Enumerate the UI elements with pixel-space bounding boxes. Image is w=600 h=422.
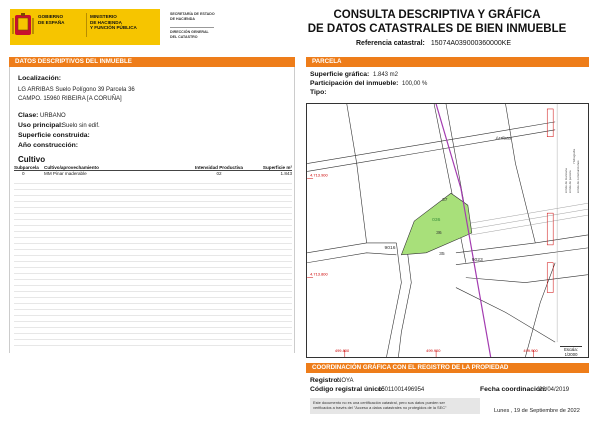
government-name: GOBIERNO DE ESPAÑA: [38, 14, 65, 25]
cell-cultivo: MM Pinar maderable: [44, 171, 87, 176]
railway-lines: [471, 203, 588, 235]
coordinate-ticks: [307, 178, 533, 357]
secretaria-name: SECRETARÍA DE ESTADO DE HACIENDA: [170, 12, 215, 21]
uso-label: Uso principal:: [18, 122, 64, 129]
codigo-registral-value: 15011001496954: [378, 387, 425, 393]
cell-superficie: 1.843: [280, 171, 292, 176]
document-date: Lunes , 19 de Septiembre de 2022: [494, 408, 580, 414]
map-place-label: Arribas: [495, 136, 512, 142]
cadastral-map[interactable]: [306, 103, 589, 358]
scale-value: 1/2000: [564, 352, 578, 358]
uso-value: Suelo sin edif.: [62, 123, 100, 129]
registro-value: NOYA: [337, 378, 354, 384]
superficie-construida-label: Superficie construida:: [18, 132, 90, 139]
table-row: [14, 171, 292, 177]
ministry-name: MINISTERIO DE HACIENDA Y FUNCIÓN PÚBLICA: [90, 14, 137, 31]
parcel-label-36: 36: [436, 230, 442, 236]
coat-of-arms-icon: [12, 12, 34, 40]
header-cultivo: Cultivo/aprovechamiento: [44, 165, 99, 170]
header-superficie: Superficie m²: [262, 165, 292, 170]
agency-divider: [170, 27, 214, 28]
section-coordinacion: COORDINACIÓN GRÁFICA CON EL REGISTRO DE LA PROPIEDAD: [306, 363, 589, 373]
clase-value: URBANO: [40, 113, 66, 119]
participacion-label: Participación del inmueble:: [310, 80, 399, 87]
coord-y-bottom: 4.713.800: [310, 271, 328, 277]
coord-y-top: 4.713.900: [310, 172, 328, 178]
document-header: [0, 0, 600, 56]
verification-note: Este documento no es una certificación catastral, pero sus datos pueden ser verificados a través del "Acceso a datos catastrales no protegidos de la SEC": [310, 398, 480, 414]
map-scale: [560, 346, 582, 358]
localizacion-label: Localización:: [18, 75, 62, 82]
cell-subparcela: 0: [22, 171, 25, 176]
legend-parcela: Límite de parcela: [568, 170, 573, 194]
section-descriptive-data: DATOS DESCRIPTIVOS DEL INMUEBLE: [9, 57, 295, 67]
localizacion-line1: LG ARRIBAS Suelo Polígono 39 Parcela 36: [18, 87, 135, 93]
header-intensidad: Intensidad Productiva: [195, 165, 243, 170]
clase-label: Clase:: [18, 112, 39, 119]
parcel-highlight[interactable]: [401, 193, 471, 255]
superficie-grafica-label: Superficie gráfica:: [310, 71, 370, 78]
cadastral-reference: Referencia catastral: 15074A039000360000KE: [356, 40, 512, 47]
parcel-label-35: 35: [439, 251, 445, 257]
coord-x-right: 499.900: [523, 348, 538, 354]
direccion-name: DIRECCIÓN GENERAL DEL CATASTRO: [170, 30, 209, 39]
header-subparcela: Subparcela: [14, 165, 39, 170]
cadastral-reference-value: 15074A039000360000KE: [430, 40, 512, 47]
banner-divider: [86, 13, 87, 37]
coord-x-middle: 499.900: [426, 348, 441, 354]
legend-manzana: Límite de manzana: [564, 168, 569, 194]
parcel-label-9016: 9016: [384, 245, 396, 251]
tipo-label: Tipo:: [310, 89, 327, 96]
legend-hidrografia: Hidrografía: [571, 148, 576, 164]
fecha-coordinacion-value: 23/04/2019: [539, 387, 570, 393]
cultivo-table: [14, 164, 292, 177]
cell-intensidad: 02: [216, 171, 222, 176]
codigo-registral-label: Código registral único:: [310, 386, 385, 393]
legend-construcciones: Límite de construcciones: [575, 160, 580, 194]
parcel-label-9023: 9023: [471, 257, 483, 263]
section-parcela: PARCELA: [306, 57, 589, 67]
table-header: [14, 164, 292, 171]
legend-marker-bottom: [547, 263, 553, 293]
anio-construccion-label: Año construcción:: [18, 142, 79, 149]
superficie-grafica-value: 1.843 m2: [373, 72, 399, 78]
participacion-value: 100,00 %: [402, 81, 428, 87]
table-ruled-lines: [14, 178, 292, 346]
document-title: CONSULTA DESCRIPTIVA Y GRÁFICA DE DATOS CATASTRALES DE BIEN INMUEBLE: [307, 9, 567, 35]
registro-label: Registro:: [310, 377, 340, 384]
map-legend: [564, 148, 580, 193]
fecha-coordinacion-label: Fecha coordinación:: [480, 386, 547, 393]
parcel-label-036: 036: [432, 218, 441, 224]
scale-label: Escala:: [564, 347, 578, 352]
localizacion-line2: CAMPO. 15960 RIBEIRA [A CORUÑA]: [18, 96, 122, 102]
coord-x-left: 499.800: [334, 348, 350, 354]
cultivo-title: Cultivo: [18, 155, 46, 164]
parcel-label-37: 37: [442, 198, 448, 204]
